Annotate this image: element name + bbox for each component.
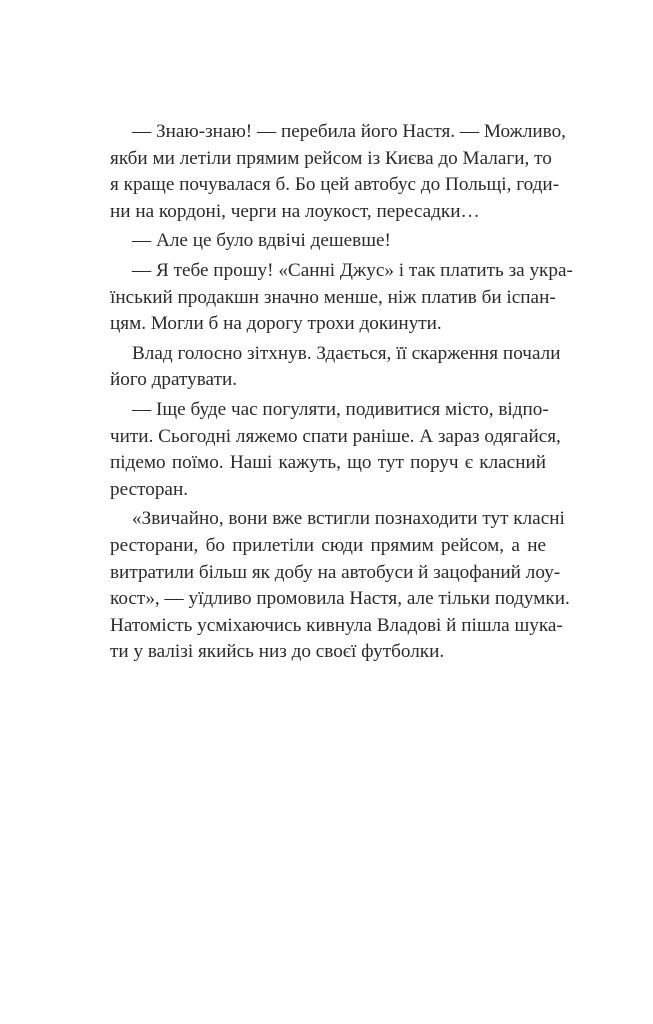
text-line: Влад голосно зітхнув. Здається, її скарження почали <box>132 342 561 364</box>
text-line: ти у валізі якийсь низ до своєї футболки. <box>110 641 445 663</box>
text-line: — Іще буде час погуляти, подивитися місто, відпо- <box>132 398 549 420</box>
text-line: кост», — уїдливо промовила Настя, але тільки подумки. <box>110 588 570 610</box>
paragraph <box>110 228 546 255</box>
text-line: — Але це було вдвічі дешевше! <box>132 230 391 252</box>
text-line: ресторан. <box>110 478 189 500</box>
text-line: чити. Сьогодні ляжемо спати раніше. А зараз одягайся, <box>110 425 561 447</box>
text-line: Натомість усміхаючись кивнула Владові й пішла шука- <box>110 614 563 636</box>
text-line: — Знаю-знаю! — перебила його Настя. — Можливо, <box>132 121 566 142</box>
text-line: — Я тебе прошу! «Санні Джус» і так платить за укра- <box>132 259 573 281</box>
text-line: цям. Могли б на дорогу трохи докинути. <box>110 313 442 335</box>
text-line: витратили більш як добу на автобуси й зацофаний лоу- <box>110 561 561 583</box>
page-text <box>110 119 573 666</box>
paragraph <box>110 119 566 225</box>
text-line: якби ми летіли прямим рейсом із Києва до Малаги, то <box>110 147 552 169</box>
text-line: його дратувати. <box>110 369 238 391</box>
text-line: ресторани, бо прилетіли сюди прямим рейсом, а не <box>110 534 546 556</box>
text-line: ни на кордоні, черги на лоукост, пересадки… <box>110 200 480 222</box>
paragraph <box>110 506 570 666</box>
paragraph <box>110 397 561 503</box>
paragraph <box>110 341 561 394</box>
text-line: їнський продакшн значно менше, ніж платив би іспан- <box>110 286 556 308</box>
paragraph <box>110 258 573 338</box>
text-line: я краще почувалася б. Бо цей автобус до Польщі, годи- <box>110 174 560 196</box>
text-line: «Звичайно, вони вже встигли познаходити тут класні <box>132 508 565 530</box>
text-line: підемо поїмо. Наші кажуть, що тут поруч є класний <box>110 452 546 474</box>
